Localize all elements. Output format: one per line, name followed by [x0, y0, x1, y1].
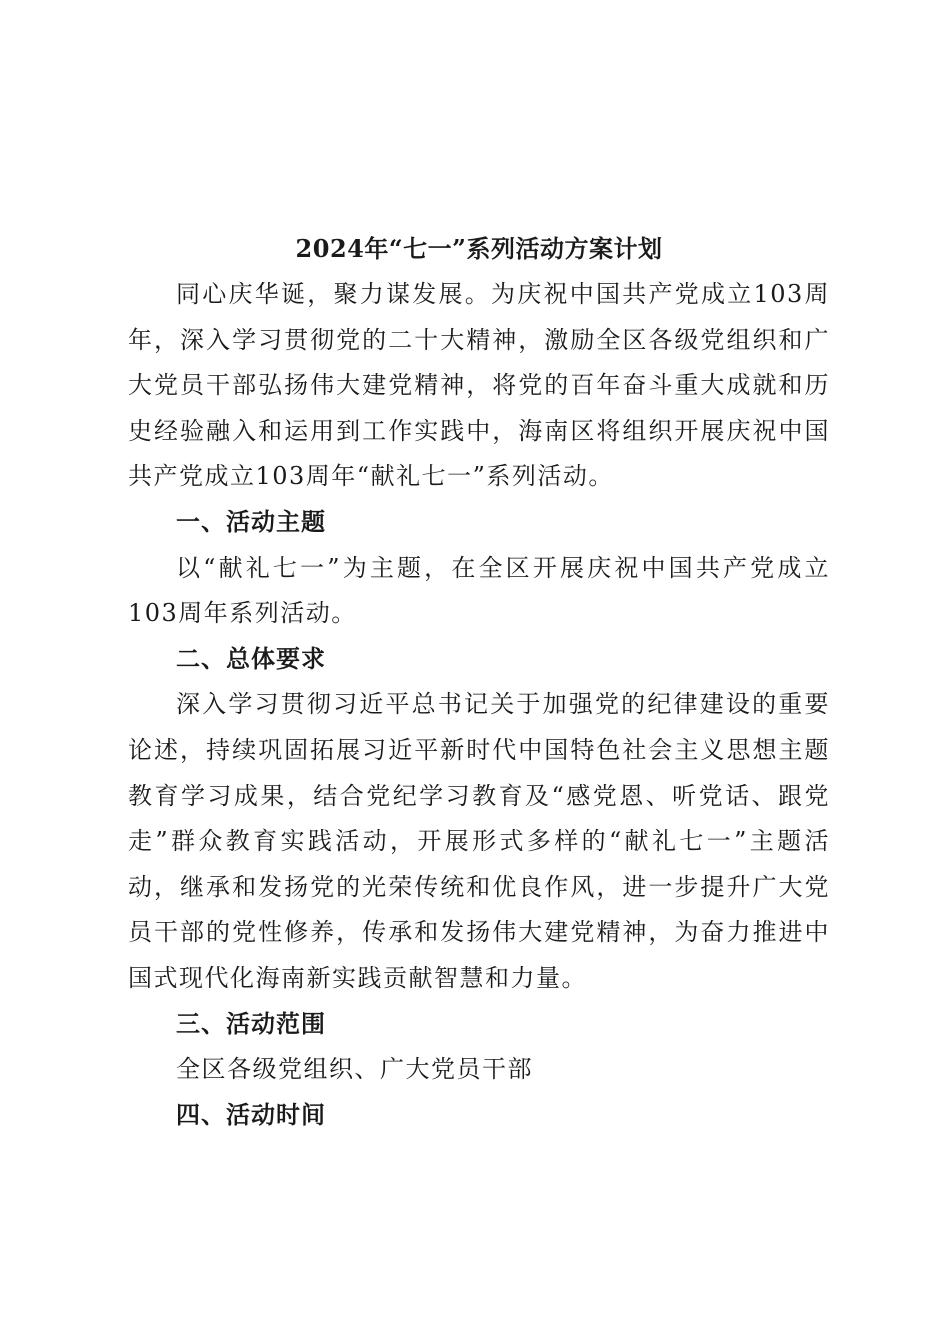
document-page [128, 226, 830, 1138]
section-heading-theme: 一、活动主题 [176, 507, 326, 536]
section-heading-requirements: 二、总体要求 [176, 644, 326, 673]
section-body-requirements: 深入学习贯彻习近平总书记关于加强党的纪律建设的重要论述，持续巩固拓展习近平新时代中国特色社会主义思想主题教育学习成果，结合党纪学习教育及“感党恩、听党话、跟党走”群众教育实践活动，开展形式多样的“献礼七一”主题活动，继承和发扬党的光荣传统和优良作风，进一步提升广大党员干部的党性修养，传承和发扬伟大建党精神，为奋力推进中国式现代化海南新实践贡献智慧和力量。 [128, 690, 830, 992]
section-heading-scope: 三、活动范围 [176, 1009, 326, 1038]
section-heading-time: 四、活动时间 [176, 1100, 326, 1129]
intro-paragraph: 同心庆华诞，聚力谋发展。为庆祝中国共产党成立103周年，深入学习贯彻党的二十大精神，激励全区各级党组织和广大党员干部弘扬伟大建党精神，将党的百年奋斗重大成就和历史经验融入和运用到工作实践中，海南区将组织开展庆祝中国共产党成立103周年“献礼七一”系列活动。 [128, 280, 830, 491]
document-title: 2024年“七一”系列活动方案计划 [295, 234, 663, 263]
section-body-scope: 全区各级党组织、广大党员干部 [176, 1055, 533, 1084]
section-body-theme: 以“献礼七一”为主题，在全区开展庆祝中国共产党成立103周年系列活动。 [128, 553, 830, 628]
